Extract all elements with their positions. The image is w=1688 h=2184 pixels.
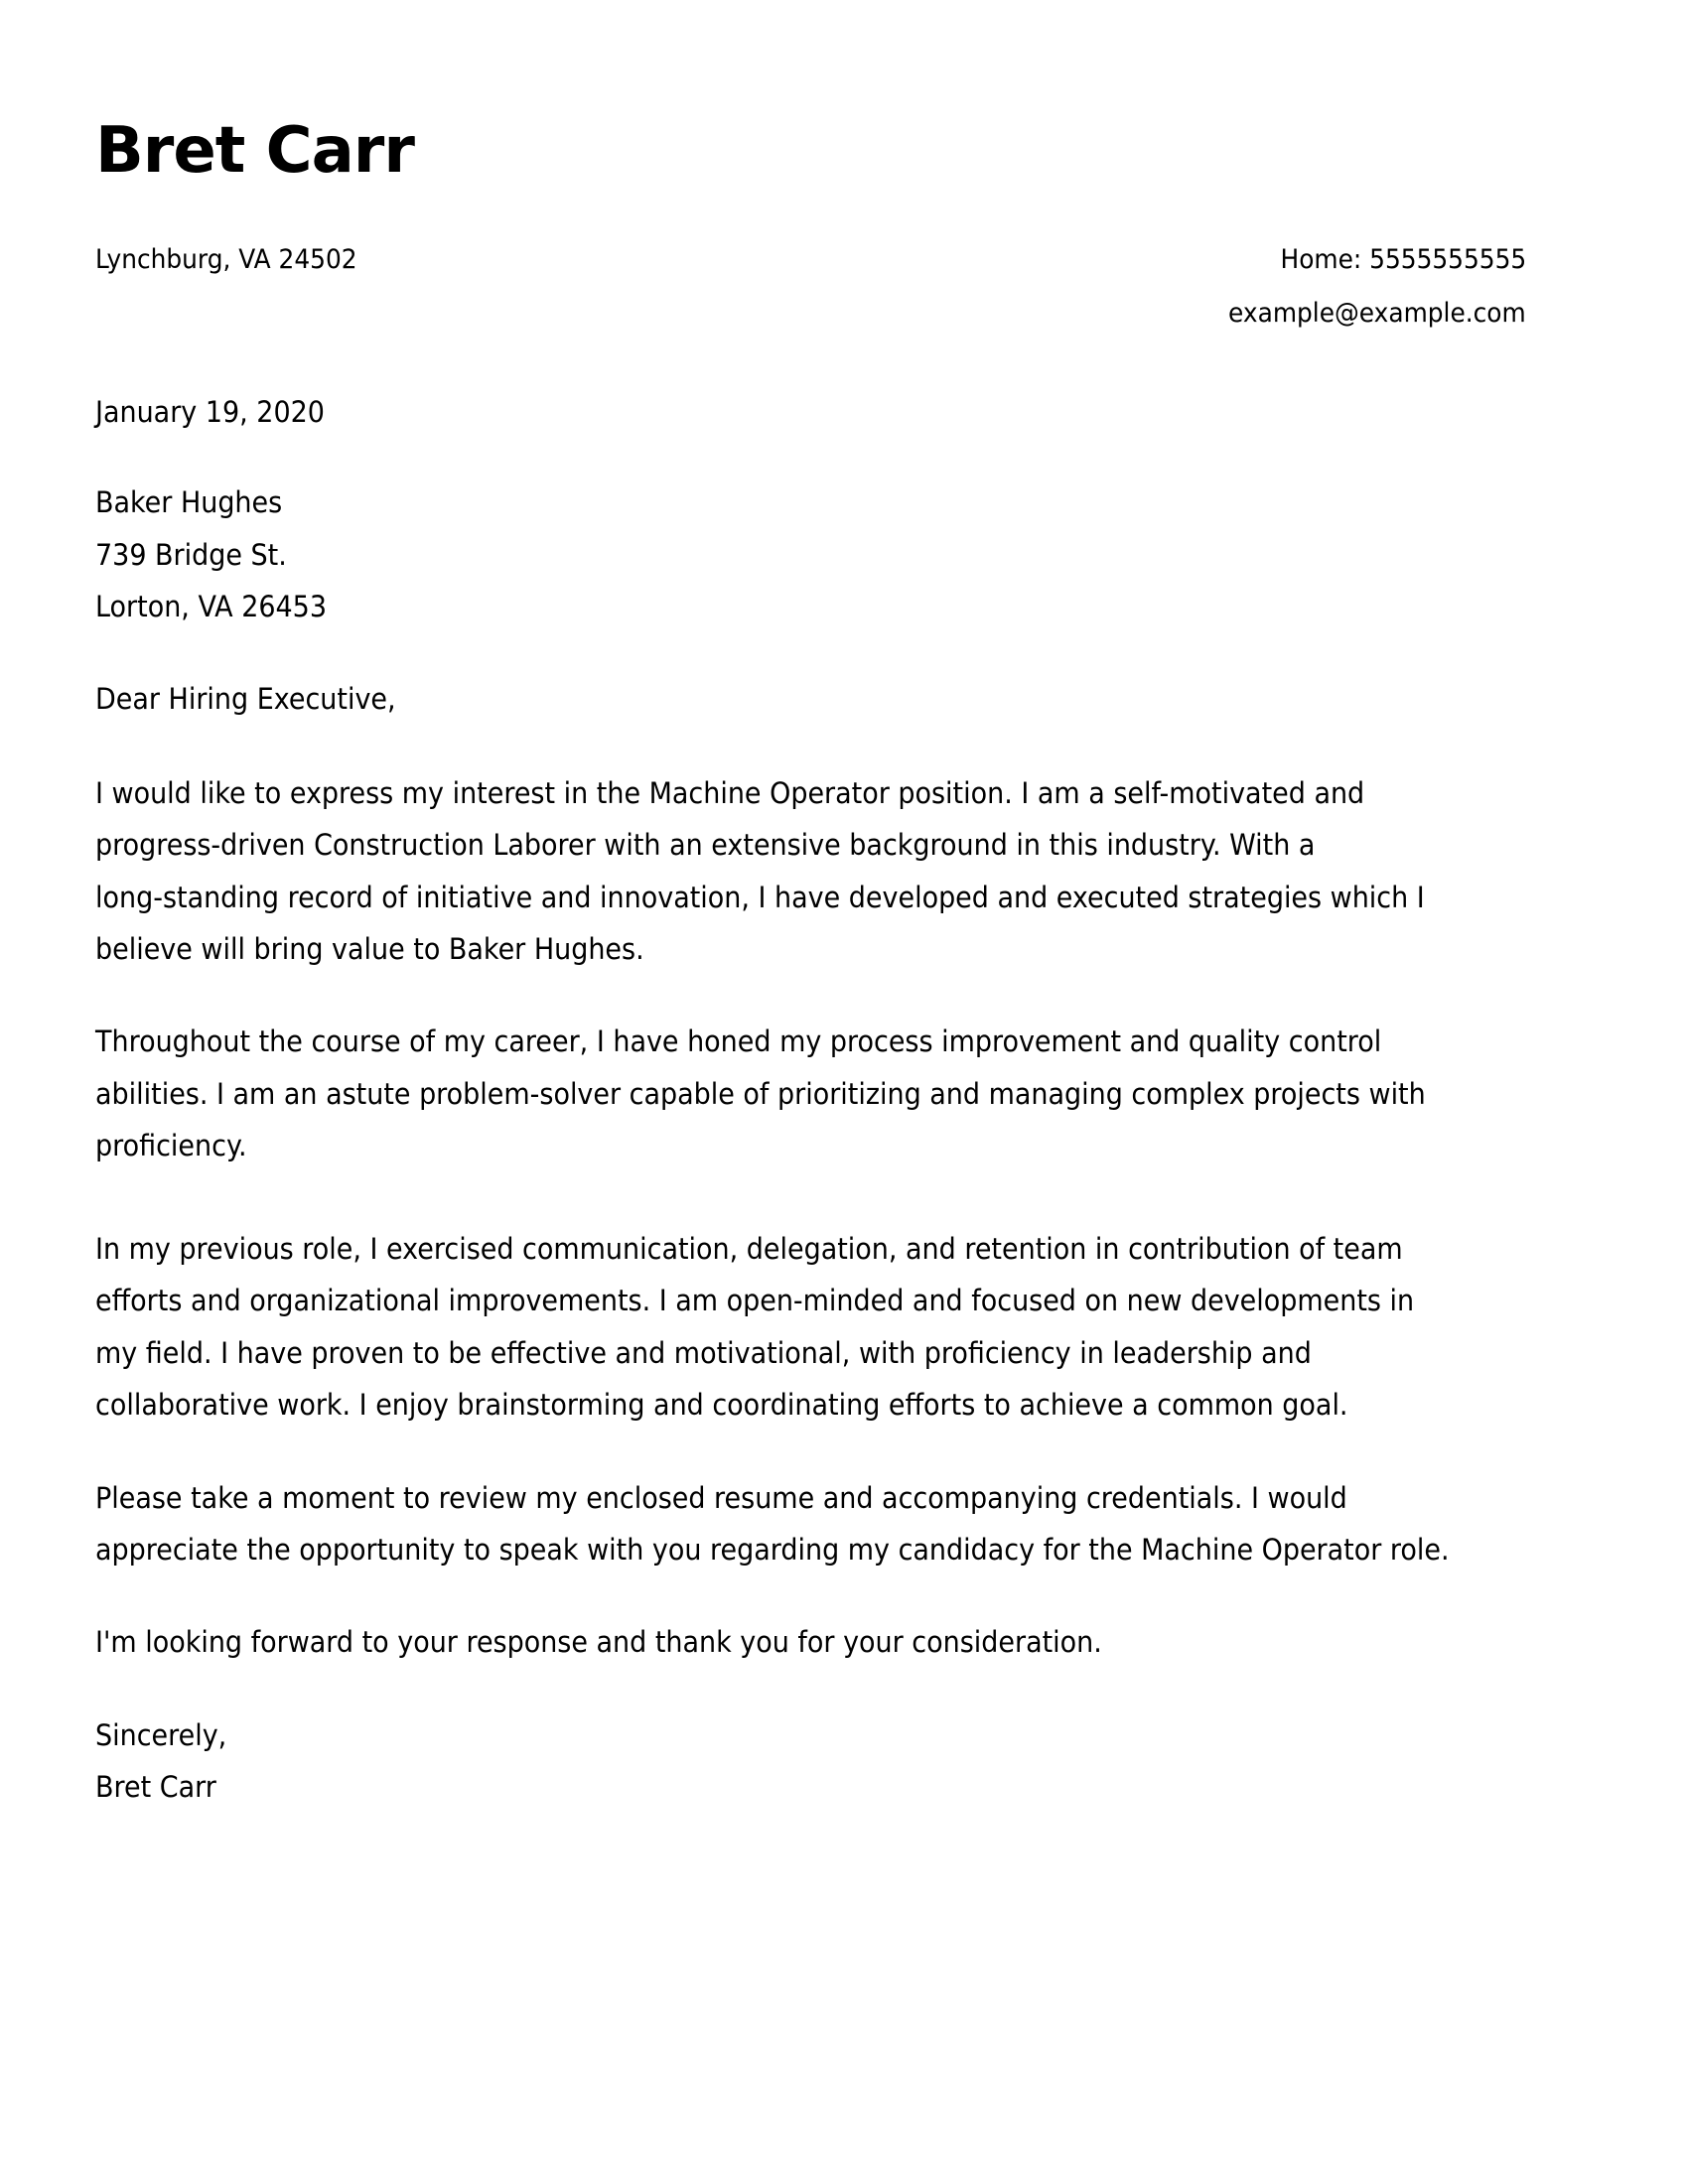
- paragraph-line: efforts and organizational improvements. I am open-minded and focused on new developments in: [95, 1284, 1415, 1317]
- paragraph-line: collaborative work. I enjoy brainstorming and coordinating efforts to achieve a common goal.: [95, 1388, 1348, 1422]
- paragraph-line: In my previous role, I exercised communication, delegation, and retention in contribution of team: [95, 1232, 1403, 1266]
- paragraph-line: long-standing record of initiative and innovation, I have developed and executed strategies which I: [95, 881, 1425, 914]
- letter-date: January 19, 2020: [95, 395, 325, 429]
- paragraph-line: my field. I have proven to be effective and motivational, with proficiency in leadership and: [95, 1336, 1312, 1370]
- paragraph-line: abilities. I am an astute problem-solver capable of prioritizing and managing complex projects with: [95, 1077, 1426, 1111]
- paragraph-line: appreciate the opportunity to speak with you regarding my candidacy for the Machine Operator role.: [95, 1533, 1450, 1567]
- sender-location: Lynchburg, VA 24502: [95, 244, 357, 275]
- paragraph-line: Throughout the course of my career, I have honed my process improvement and quality control: [95, 1024, 1382, 1058]
- paragraph-line: proficiency.: [95, 1129, 247, 1162]
- paragraph-line: Please take a moment to review my enclosed resume and accompanying credentials. I would: [95, 1481, 1347, 1515]
- paragraph-line: I would like to express my interest in the Machine Operator position. I am a self-motivated and: [95, 776, 1365, 810]
- paragraph-line: believe will bring value to Baker Hughes.: [95, 932, 644, 966]
- recipient-company: Baker Hughes: [95, 485, 283, 519]
- recipient-street: 739 Bridge St.: [95, 538, 287, 572]
- sender-phone: Home: 5555555555: [1280, 244, 1526, 275]
- paragraph-line: progress-driven Construction Laborer with an extensive background in this industry. With a: [95, 828, 1316, 862]
- sender-email: example@example.com: [1228, 298, 1526, 329]
- signature: Bret Carr: [95, 1770, 216, 1804]
- sender-name: Bret Carr: [95, 114, 414, 188]
- recipient-city: Lorton, VA 26453: [95, 590, 328, 623]
- valediction: Sincerely,: [95, 1718, 227, 1752]
- paragraph-line: I'm looking forward to your response and thank you for your consideration.: [95, 1625, 1102, 1659]
- salutation: Dear Hiring Executive,: [95, 682, 396, 716]
